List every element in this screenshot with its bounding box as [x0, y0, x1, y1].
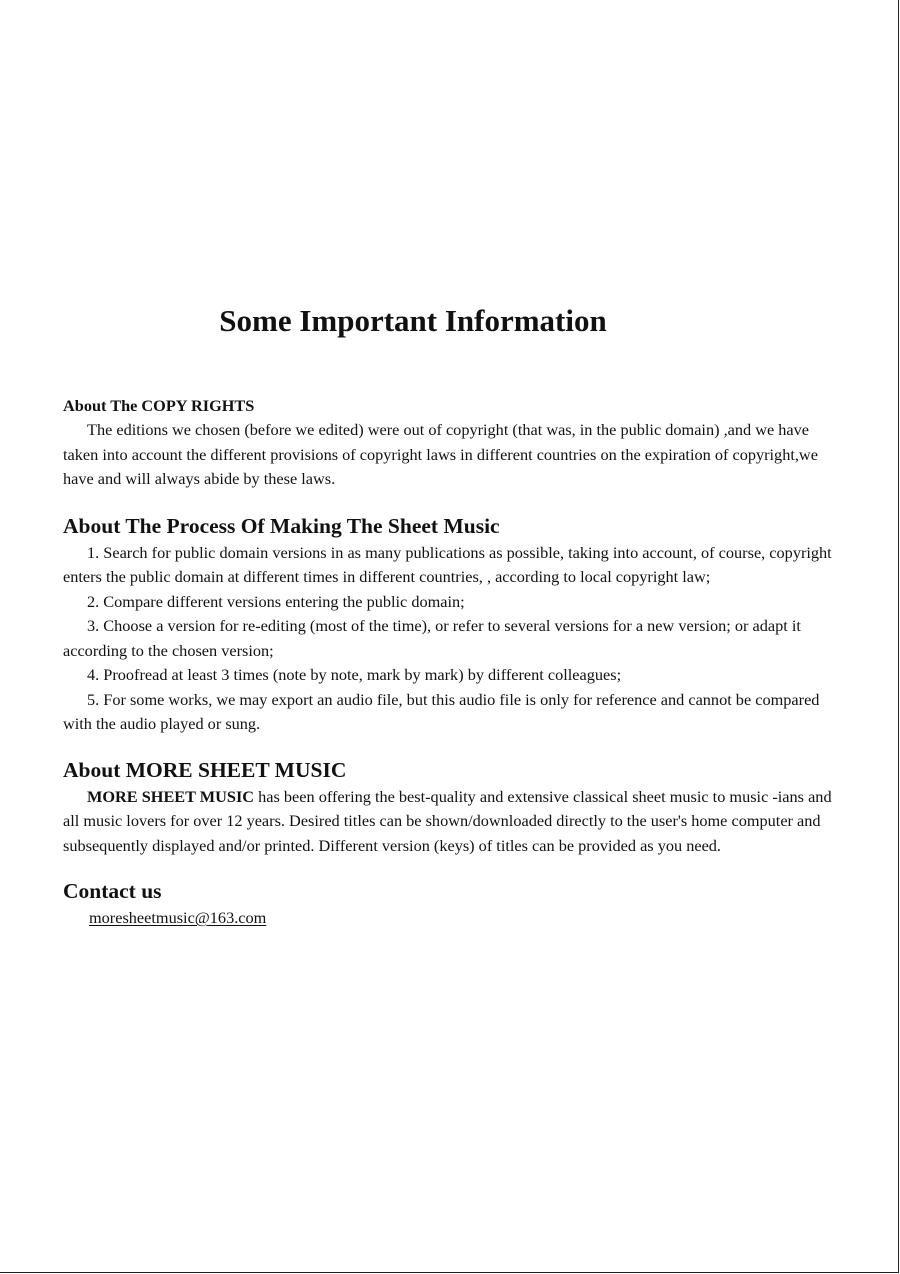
- process-heading: About The Process Of Making The Sheet Music: [63, 513, 500, 538]
- contact-section: [63, 876, 843, 931]
- process-section: [63, 511, 843, 737]
- process-step-1: 1. Search for public domain versions in as many publications as possible, taking into account, of course, copyright enters the public domain at different times in different countries, , according to local copyright law;: [63, 542, 832, 586]
- process-step-4: 4. Proofread at least 3 times (note by note, mark by mark) by different colleagues;: [87, 665, 622, 684]
- page-title: Some Important Information: [219, 303, 607, 338]
- about-heading: About MORE SHEET MUSIC: [63, 757, 347, 782]
- document-body: [63, 394, 843, 931]
- contact-email-link[interactable]: moresheetmusic@163.com: [89, 908, 267, 927]
- about-body-text: has been offering the best-quality and extensive classical sheet music to music -ians and all music lovers for over 12 years. Desired titles can be shown/downloaded directly to the user's home computer and subsequently displayed and/or printed. Different version (keys) of titles can be provided as you need.: [63, 786, 832, 855]
- section-spacer: [63, 492, 843, 511]
- section-spacer: [63, 737, 843, 755]
- about-paragraph: [63, 785, 843, 859]
- section-spacer: [63, 858, 843, 876]
- contact-heading: Contact us: [63, 879, 162, 903]
- process-step-2: 2. Compare different versions entering the public domain;: [87, 591, 465, 611]
- copyrights-section: [63, 394, 843, 492]
- copyrights-heading: About The COPY RIGHTS: [63, 396, 255, 415]
- copyrights-paragraph: The editions we chosen (before we edited) were out of copyright (that was, in the public domain) ,and we have taken into account the different provisions of copyright laws in different countries on the expiration of copyright,we have and will always abide by these laws.: [63, 420, 818, 488]
- process-step-3: 3. Choose a version for re-editing (most of the time), or refer to several versions for a new version; or adapt it according to the chosen version;: [63, 616, 801, 660]
- about-brand-name: MORE SHEET MUSIC: [87, 786, 255, 806]
- process-step-5: 5. For some works, we may export an audio file, but this audio file is only for reference and cannot be compared with the audio played or sung.: [63, 689, 820, 733]
- about-section: [63, 755, 843, 859]
